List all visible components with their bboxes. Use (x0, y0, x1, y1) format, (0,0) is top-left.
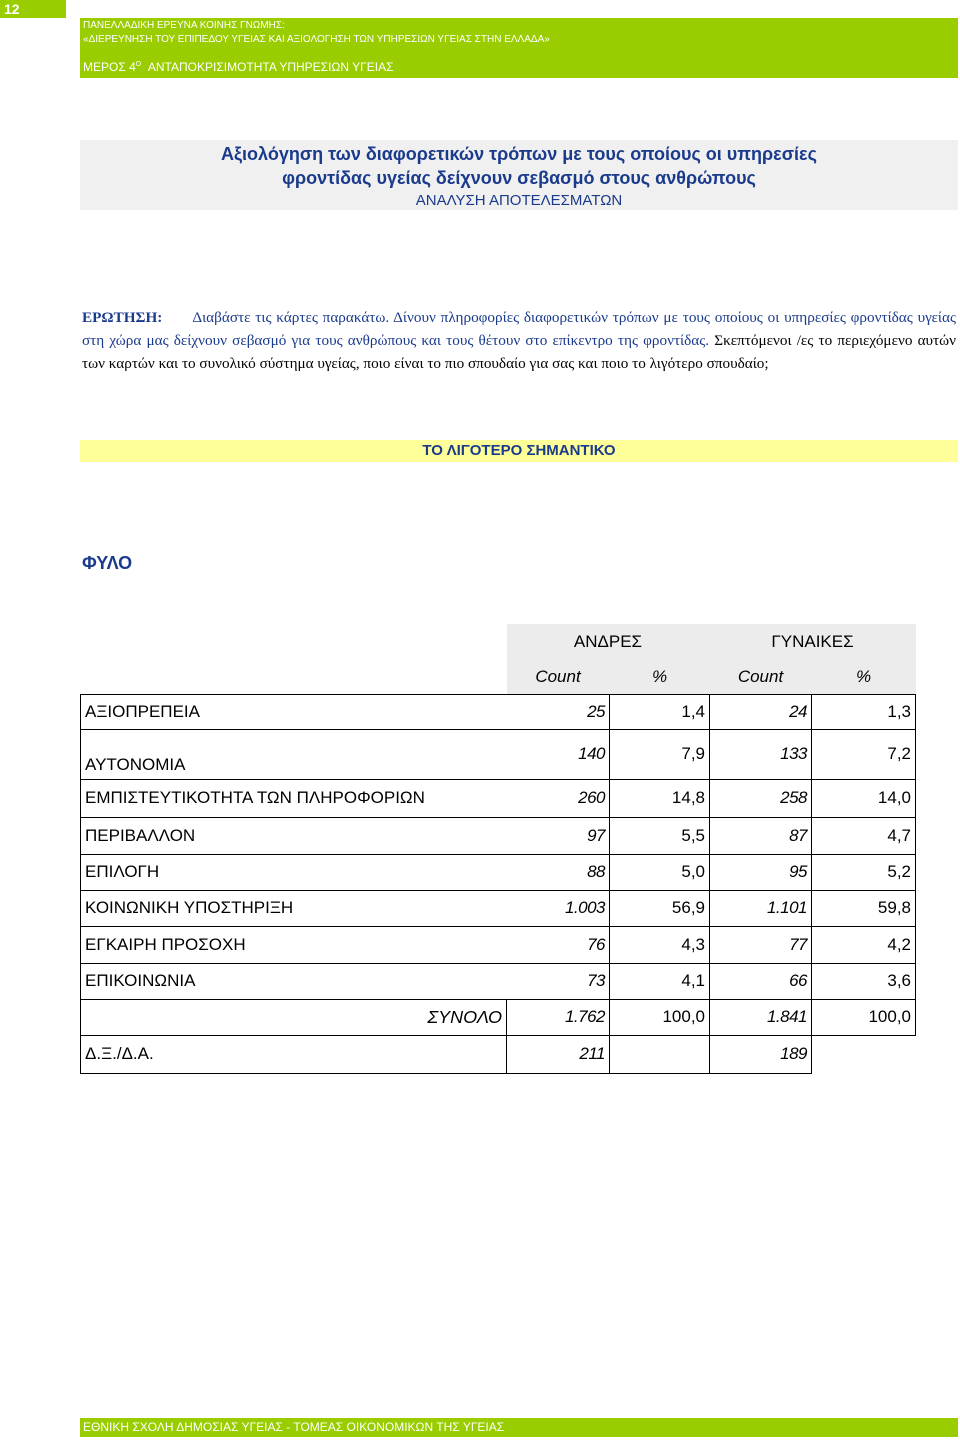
question-label: ΕΡΩΤΗΣΗ: (82, 309, 163, 326)
table-row (81, 890, 916, 926)
men-percent: 1,4 (610, 694, 710, 729)
women-count: 87 (710, 817, 812, 854)
total-label: ΣΥΝΟΛΟ (81, 999, 507, 1035)
group-header-men: ΑΝΔΡΕΣ (507, 624, 710, 660)
women-count: 258 (710, 779, 812, 817)
men-percent: 5,5 (610, 817, 710, 854)
total-women-count: 1.841 (710, 999, 812, 1035)
women-percent: 7,2 (812, 729, 916, 779)
men-count: 73 (507, 963, 610, 999)
women-percent: 5,2 (812, 854, 916, 890)
women-percent: 59,8 (812, 890, 916, 926)
footer-band: ΕΘΝΙΚΗ ΣΧΟΛΗ ΔΗΜΟΣΙΑΣ ΥΓΕΙΑΣ - ΤΟΜΕΑΣ ΟΙΚΟΝΟΜΙΚΩΝ ΤΗΣ ΥΓΕΙΑΣ (80, 1418, 958, 1437)
men-count: 25 (507, 694, 610, 729)
question-body-black: Σκεπτόμενοι /ες το περιεχόμενο αυτών των καρτών και το συνολικό σύστημα υγείας, ποιο είναι το πιο σπουδαίο για σας και ποιο το λιγότερο σπουδαίο; (82, 332, 957, 372)
row-label: ΕΜΠΙΣΤΕΥΤΙΚΟΤΗΤΑ ΤΩΝ ΠΛΗΡΟΦΟΡΙΩΝ (81, 779, 507, 817)
group-header-women: ΓΥΝΑΙΚΕΣ (710, 624, 916, 660)
row-label: ΑΞΙΟΠΡΕΠΕΙΑ (81, 694, 507, 729)
women-percent: 1,3 (812, 694, 916, 729)
table-row (81, 779, 916, 817)
page-number: 12 (0, 0, 66, 18)
women-count: 133 (710, 729, 812, 779)
men-count: 1.003 (507, 890, 610, 926)
survey-subtitle: «ΔΙΕΡΕΥΝΗΣΗ ΤΟΥ ΕΠΙΠΕΔΟΥ ΥΓΕΙΑΣ ΚΑΙ ΑΞΙΟΛΟΓΗΣΗ ΤΩΝ ΥΠΗΡΕΣΙΩΝ ΥΓΕΙΑΣ ΣΤΗΝ ΕΛΛΑΔΑ» (83, 34, 550, 45)
dkna-women-count: 189 (710, 1035, 812, 1073)
dkna-row (81, 1035, 916, 1073)
row-label: ΚΟΙΝΩΝΙΚΗ ΥΠΟΣΤΗΡΙΞΗ (81, 890, 507, 926)
group-header-row (81, 624, 916, 660)
men-percent: 5,0 (610, 854, 710, 890)
table-row (81, 817, 916, 854)
part-superscript: Ο (135, 61, 142, 68)
header-band (80, 18, 958, 78)
sub-header-pct-women: % (812, 660, 916, 694)
men-count: 140 (507, 729, 610, 779)
women-percent: 3,6 (812, 963, 916, 999)
men-count: 260 (507, 779, 610, 817)
part-prefix: ΜΕΡΟΣ 4 (83, 60, 136, 74)
row-label: ΕΠΙΛΟΓΗ (81, 854, 507, 890)
men-percent: 4,1 (610, 963, 710, 999)
women-count: 1.101 (710, 890, 812, 926)
men-percent: 7,9 (610, 729, 710, 779)
sub-header-pct-men: % (610, 660, 710, 694)
table-row (81, 694, 916, 729)
survey-title: ΠΑΝΕΛΛΑΔΙΚΗ ΕΡΕΥΝΑ ΚΟΙΝΗΣ ΓΝΩΜΗΣ: (83, 20, 285, 31)
men-count: 88 (507, 854, 610, 890)
men-percent: 4,3 (610, 926, 710, 963)
women-count: 66 (710, 963, 812, 999)
title-line-3: ΑΝΑΛΥΣΗ ΑΠΟΤΕΛΕΣΜΑΤΩΝ (415, 192, 623, 209)
title-line-2: φροντίδας υγείας δείχνουν σεβασμό στους ανθρώπους (282, 168, 756, 188)
table-row (81, 926, 916, 963)
men-percent: 56,9 (610, 890, 710, 926)
sub-header-count-women: Count (710, 660, 812, 694)
title-line-1: Αξιολόγηση των διαφορετικών τρόπων με τους οποίους οι υπηρεσίες (221, 144, 817, 164)
dkna-label: Δ.Ξ./Δ.Α. (81, 1035, 507, 1073)
question-text (82, 306, 956, 375)
dkna-men-count: 211 (507, 1035, 610, 1073)
table-row (81, 963, 916, 999)
total-row (81, 999, 916, 1035)
row-label: ΕΓΚΑΙΡΗ ΠΡΟΣΟΧΗ (81, 926, 507, 963)
women-percent: 14,0 (812, 779, 916, 817)
row-label: ΑΥΤΟΝΟΜΙΑ (81, 729, 507, 779)
sub-header-count-men: Count (507, 660, 610, 694)
title-block (80, 140, 958, 210)
row-label: ΕΠΙΚΟΙΝΩΝΙΑ (81, 963, 507, 999)
part-heading (83, 60, 394, 74)
least-important-banner: ΤΟ ΛΙΓΟΤΕΡΟ ΣΗΜΑΝΤΙΚΟ (80, 440, 958, 462)
part-title: ΑΝΤΑΠΟΚΡΙΣΙΜΟΤΗΤΑ ΥΠΗΡΕΣΙΩΝ ΥΓΕΙΑΣ (147, 60, 394, 74)
sub-header-row (81, 660, 916, 694)
men-count: 76 (507, 926, 610, 963)
row-label: ΠΕΡΙΒΑΛΛΟΝ (81, 817, 507, 854)
results-table (80, 624, 916, 1074)
total-men-count: 1.762 (507, 999, 610, 1035)
section-label: ΦΥΛΟ (82, 553, 133, 573)
women-count: 95 (710, 854, 812, 890)
men-percent: 14,8 (610, 779, 710, 817)
table-row (81, 854, 916, 890)
question-body-blue: Διαβάστε τις κάρτες παρακάτω. Δίνουν πληροφορίες διαφορετικών τρόπων με τους οποίους οι υπηρεσίες φροντίδας υγείας στη χώρα μας δείχνουν σεβασμό για τους ανθρώπους και τους θέτουν στο επίκεντρο της φροντίδας. (82, 309, 956, 349)
women-percent: 4,7 (812, 817, 916, 854)
women-count: 77 (710, 926, 812, 963)
women-percent: 4,2 (812, 926, 916, 963)
women-count: 24 (710, 694, 812, 729)
table-row (81, 729, 916, 779)
total-men-percent: 100,0 (610, 999, 710, 1035)
men-count: 97 (507, 817, 610, 854)
total-women-percent: 100,0 (812, 999, 916, 1035)
